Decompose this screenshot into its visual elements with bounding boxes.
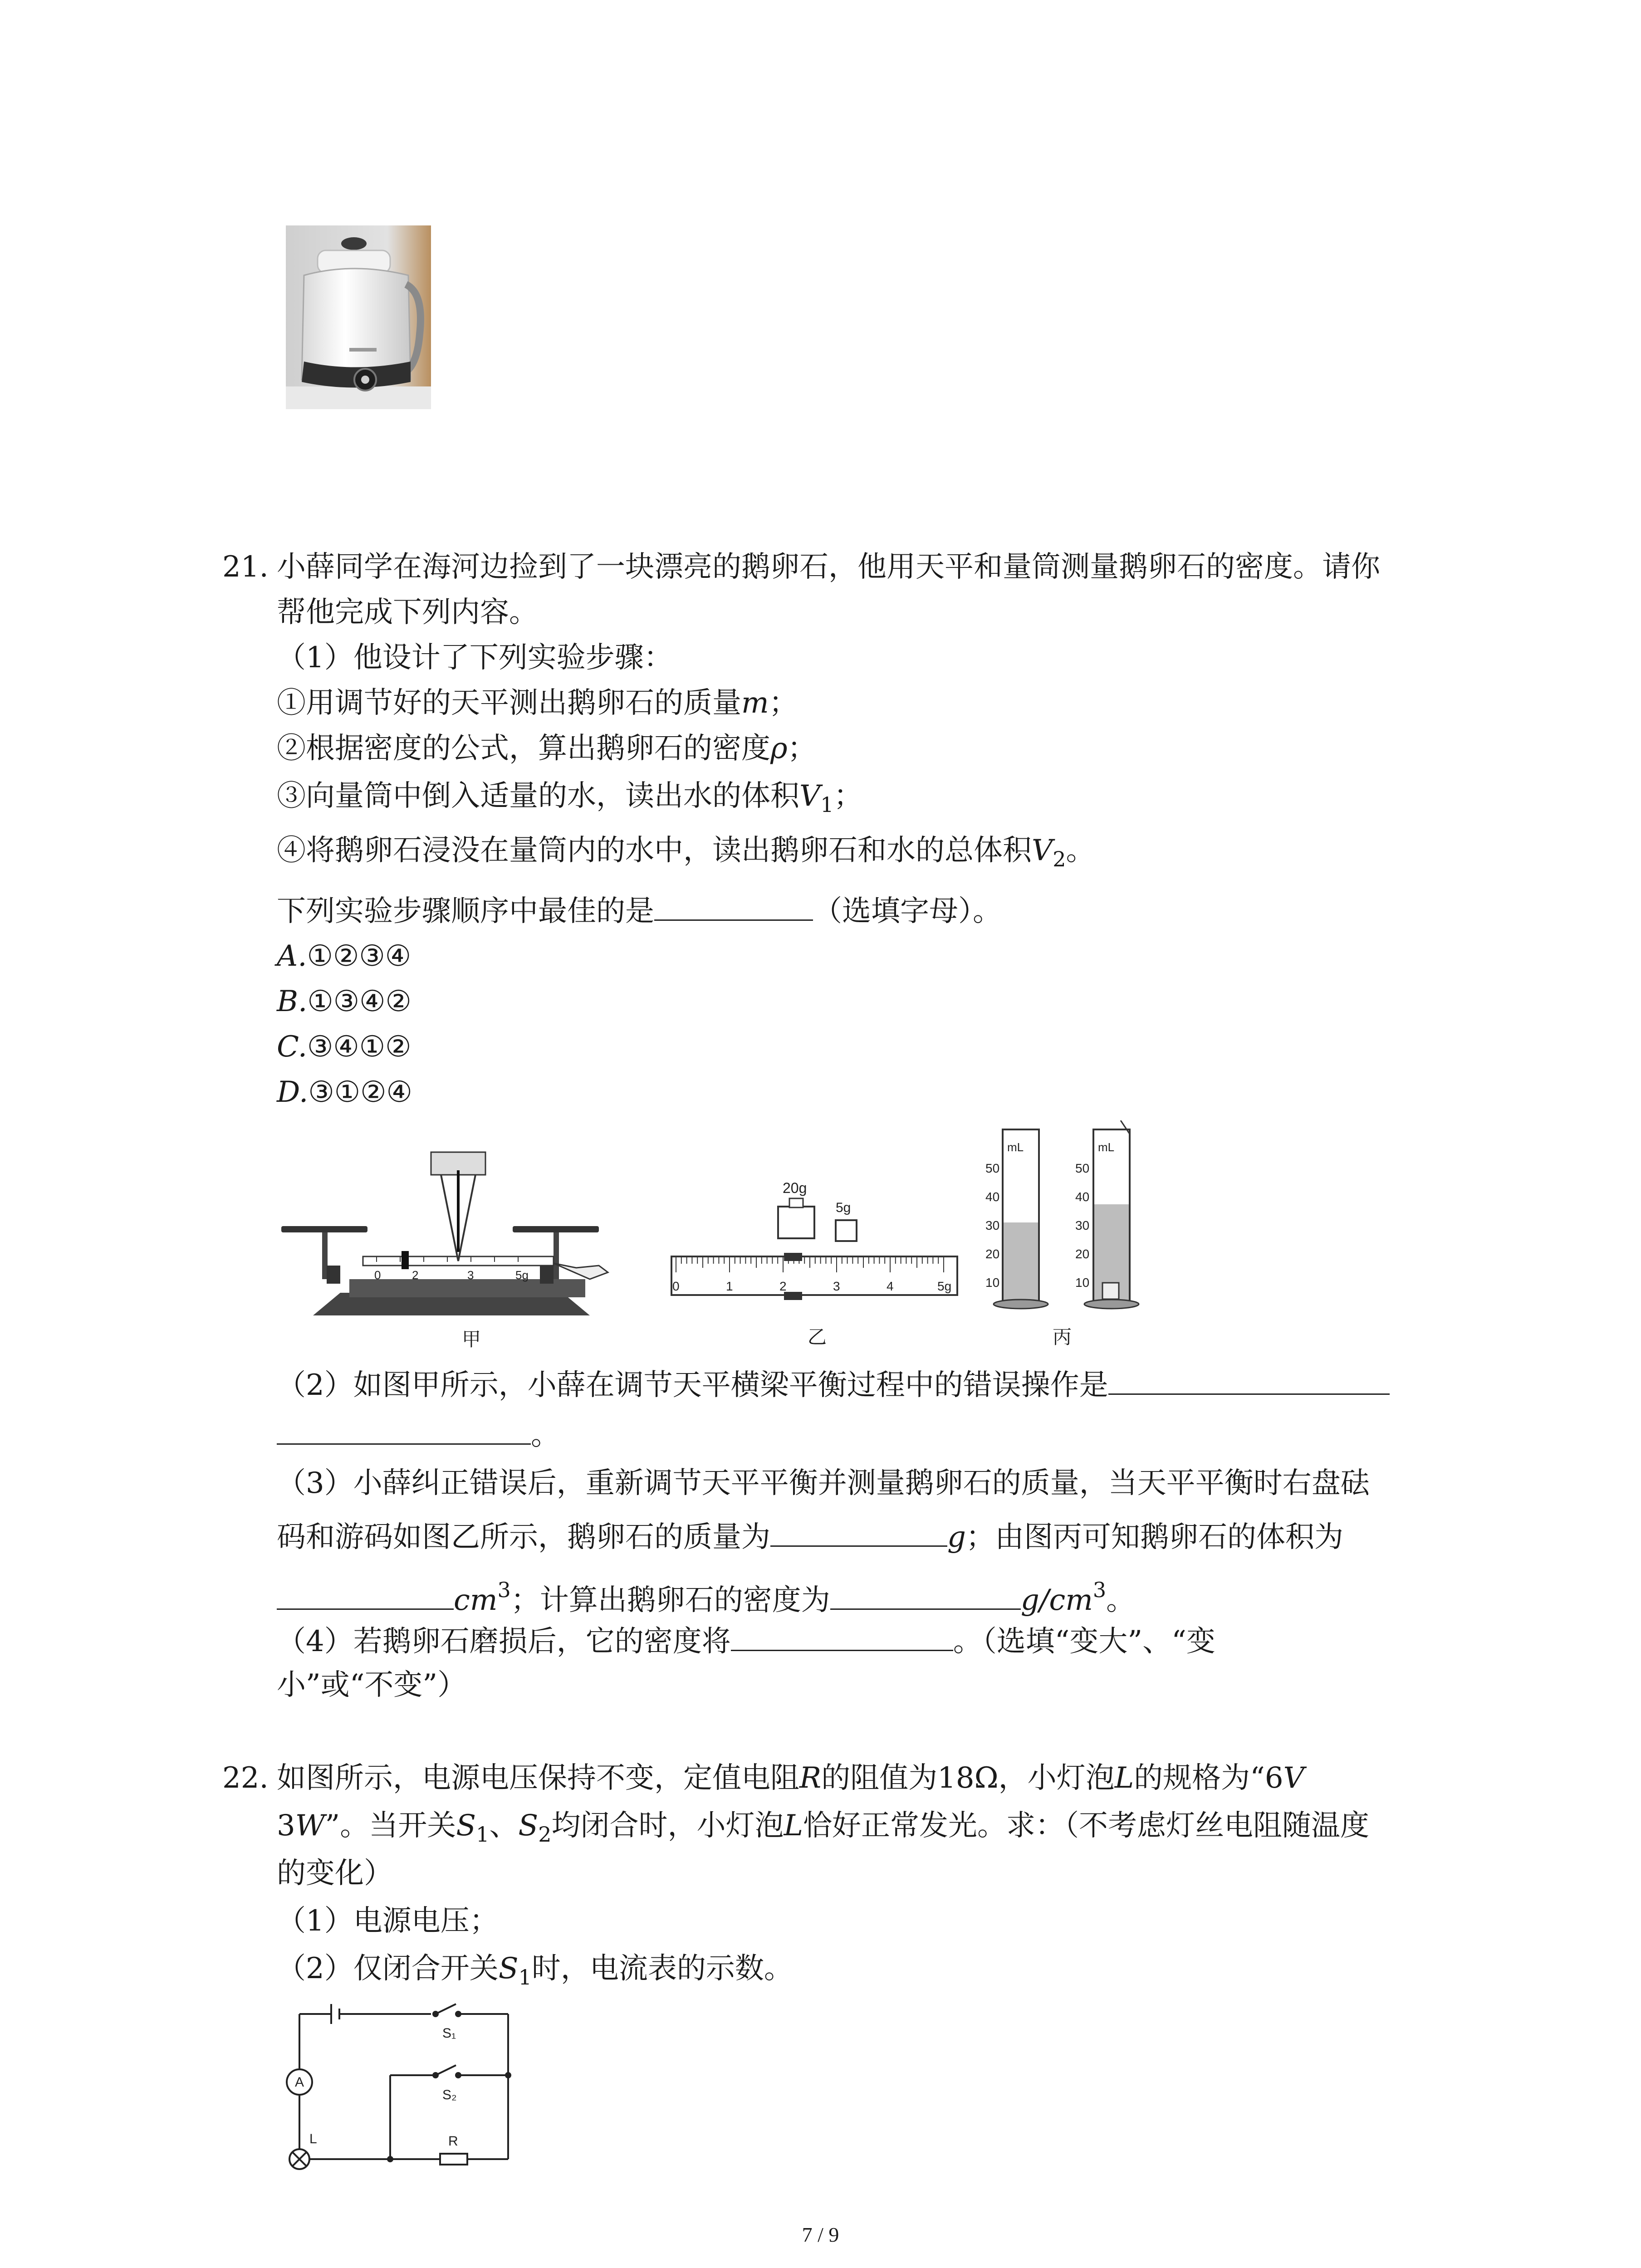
- option-c[interactable]: [277, 1029, 411, 1065]
- order-prompt-b: （选填字母）。: [813, 894, 1002, 928]
- ruler-tick-3: 3: [833, 1279, 840, 1293]
- page-number: 7 / 9: [802, 2223, 839, 2246]
- q22-var-L2: L: [784, 1809, 803, 1843]
- step1-var: m: [741, 686, 769, 720]
- answer-blank-mass[interactable]: [770, 1517, 947, 1547]
- q22-l1-b: 的阻值为18Ω，小灯泡: [821, 1761, 1115, 1795]
- step3-text: ③向量筒中倒入适量的水，读出水的体积: [277, 779, 799, 813]
- q21-step3: [277, 778, 863, 823]
- c2-tick-50: 50: [1075, 1161, 1090, 1175]
- part3-mass-text: 码和游码如图乙所示，鹅卵石的质量为: [277, 1520, 770, 1554]
- cylinder2-unit: mL: [1098, 1140, 1115, 1154]
- q22-var-S1: S: [456, 1809, 476, 1843]
- q22-l2-c: 、: [489, 1809, 519, 1843]
- c1-tick-40: 40: [985, 1190, 1000, 1204]
- caption-jia: 甲: [462, 1328, 481, 1350]
- answer-blank-part4[interactable]: [731, 1622, 953, 1651]
- unit-g: g: [947, 1520, 966, 1554]
- step2-end: ；: [787, 732, 817, 765]
- c1-tick-20: 20: [985, 1247, 1000, 1261]
- step2-var: ρ: [770, 732, 788, 765]
- q22-var-R: R: [799, 1761, 822, 1795]
- q21-step1: [277, 685, 798, 721]
- q22-sub-2: 2: [538, 1822, 552, 1847]
- ruler-tick-0: 0: [672, 1279, 680, 1293]
- c1-tick-50: 50: [985, 1161, 1000, 1175]
- svg-text:2: 2: [412, 1268, 419, 1282]
- q21-part3-line1: （3）小薛纠正错误后，重新调节天平平衡并测量鹅卵石的质量，当天平平衡时右盘砝: [277, 1466, 1370, 1500]
- q22-p2-b: 时，电流表的示数。: [531, 1952, 793, 1985]
- answer-blank-order[interactable]: [654, 891, 813, 921]
- answer-blank-density[interactable]: [830, 1580, 1021, 1610]
- q21-part4-line2: 小”或“不变”）: [277, 1668, 467, 1702]
- q22-p2-a: （2）仅闭合开关: [277, 1952, 499, 1985]
- label-s1: S₁: [442, 2026, 456, 2041]
- step4-text: ④将鹅卵石浸没在量筒内的水中，读出鹅卵石和水的总体积: [277, 834, 1032, 867]
- part3-volume-text: ；由图丙可知鹅卵石的体积为: [965, 1520, 1343, 1554]
- option-d-text: ③①②④: [308, 1075, 412, 1109]
- answer-blank-part2b[interactable]: [277, 1415, 531, 1445]
- option-b-text: ①③④②: [307, 985, 411, 1018]
- q21-part3-line2: [277, 1517, 1343, 1555]
- q21-part3-line3: [277, 1572, 1135, 1618]
- q22-part1: （1）电源电压；: [277, 1904, 499, 1938]
- cylinder1-unit: mL: [1007, 1140, 1024, 1154]
- ruler-tick-1: 1: [726, 1279, 733, 1293]
- q22-l1-a: 如图所示，电源电压保持不变，定值电阻: [277, 1761, 799, 1795]
- answer-blank-part2a[interactable]: [1108, 1365, 1390, 1395]
- q22-line1: [277, 1760, 1304, 1796]
- option-b-letter: B.: [277, 985, 308, 1018]
- label-lamp: L: [309, 2131, 317, 2146]
- part3-end: 。: [1106, 1584, 1136, 1617]
- c2-tick-20: 20: [1075, 1247, 1090, 1261]
- unit-density-sup: 3: [1092, 1578, 1107, 1602]
- step4-var: V: [1032, 834, 1053, 867]
- q22-l2-a: 3: [277, 1809, 295, 1843]
- q22-l2-d: 均闭合时，小灯泡: [551, 1809, 784, 1843]
- unit-cm: cm: [454, 1584, 498, 1617]
- svg-text:0: 0: [374, 1268, 381, 1282]
- q22-line3: 的变化）: [277, 1857, 393, 1890]
- ruler-tick-5: 5g: [937, 1279, 952, 1293]
- q21-number: 21.: [222, 550, 269, 584]
- q22-l1-c: 的规格为“6: [1134, 1761, 1283, 1795]
- caption-bing: 丙: [1053, 1326, 1072, 1348]
- c1-tick-30: 30: [985, 1218, 1000, 1232]
- order-prompt-a: 下列实验步骤顺序中最佳的是: [277, 894, 654, 928]
- weights-ruler-figure: [667, 1175, 962, 1320]
- q22-p2-sub: 1: [518, 1965, 532, 1989]
- q21-order-prompt: [277, 891, 1002, 929]
- step1-end: ；: [769, 686, 798, 720]
- svg-text:3: 3: [467, 1268, 474, 1282]
- step4-sub: 2: [1053, 847, 1066, 871]
- step1-text: ①用调节好的天平测出鹅卵石的质量: [277, 686, 741, 720]
- step3-end: ；: [833, 779, 863, 813]
- ruler-tick-4: 4: [887, 1279, 894, 1293]
- q22-number: 22.: [222, 1761, 269, 1795]
- weight-5g-label: 5g: [836, 1200, 851, 1215]
- label-ammeter: A: [295, 2075, 304, 2090]
- part3-density-text: ；计算出鹅卵石的密度为: [510, 1584, 830, 1617]
- part4-choice: 。（选填“变大”、“变: [953, 1625, 1215, 1658]
- circuit-diagram: [277, 1996, 531, 2177]
- q21-part2-cont: [277, 1415, 560, 1453]
- q22-var-L: L: [1114, 1761, 1134, 1795]
- q22-l2-e: 恰好正常发光。求：（不考虑灯丝电阻随温度: [803, 1809, 1369, 1843]
- q21-stem-line2: 帮他完成下列内容。: [277, 596, 538, 629]
- unit-cm-sup: 3: [497, 1578, 511, 1602]
- part2-end: 。: [531, 1418, 560, 1452]
- c2-tick-30: 30: [1075, 1218, 1090, 1232]
- q22-sub-1: 1: [476, 1822, 490, 1847]
- answer-blank-volume[interactable]: [277, 1580, 454, 1610]
- q21-part2: [277, 1365, 1390, 1403]
- c1-tick-10: 10: [985, 1276, 1000, 1290]
- step4-end: 。: [1066, 834, 1095, 867]
- option-a-letter: A.: [277, 939, 307, 973]
- q22-l2-b: ”。当开关: [325, 1809, 456, 1843]
- q22-unit-V: V: [1283, 1761, 1304, 1795]
- step2-text: ②根据密度的公式，算出鹅卵石的密度: [277, 732, 770, 765]
- q21-part1-intro: （1）他设计了下列实验步骤：: [277, 641, 673, 675]
- label-resistor: R: [448, 2134, 458, 2149]
- q22-part2: [277, 1950, 793, 1995]
- q22-unit-W: W: [295, 1809, 325, 1843]
- step3-var: V: [799, 779, 821, 813]
- label-s2: S₂: [442, 2087, 457, 2102]
- svg-text:5g: 5g: [515, 1268, 529, 1282]
- kettle-photo: [286, 225, 431, 409]
- caption-yi: 乙: [808, 1326, 827, 1348]
- c2-tick-40: 40: [1075, 1190, 1090, 1204]
- part4-text: （4）若鹅卵石磨损后，它的密度将: [277, 1625, 731, 1658]
- q22-line2: [277, 1808, 1369, 1853]
- weight-20g-label: 20g: [783, 1180, 807, 1196]
- q22-p2-S: S: [498, 1952, 519, 1985]
- c2-tick-10: 10: [1075, 1276, 1090, 1290]
- option-c-text: ③④①②: [307, 1030, 411, 1064]
- option-d[interactable]: [277, 1074, 412, 1110]
- q21-stem-line1: 小薛同学在海河边捡到了一块漂亮的鹅卵石，他用天平和量筒测量鹅卵石的密度。请你: [277, 550, 1380, 584]
- part2-text: （2）如图甲所示，小薛在调节天平横梁平衡过程中的错误操作是: [277, 1369, 1108, 1402]
- option-a[interactable]: [277, 938, 411, 974]
- unit-density: g/cm: [1020, 1584, 1093, 1617]
- q21-step4: [277, 832, 1095, 877]
- cylinders-figure: [985, 1120, 1148, 1325]
- step3-sub: 1: [820, 792, 834, 817]
- q22-var-S2: S: [518, 1809, 539, 1843]
- ruler-tick-2: 2: [779, 1279, 787, 1293]
- q21-part4: [277, 1622, 1215, 1660]
- q21-step2: [277, 730, 817, 767]
- option-c-letter: C.: [277, 1030, 308, 1064]
- balance-figure: [281, 1143, 671, 1325]
- option-b[interactable]: [277, 983, 411, 1020]
- option-a-text: ①②③④: [307, 939, 411, 973]
- option-d-letter: D.: [277, 1075, 309, 1109]
